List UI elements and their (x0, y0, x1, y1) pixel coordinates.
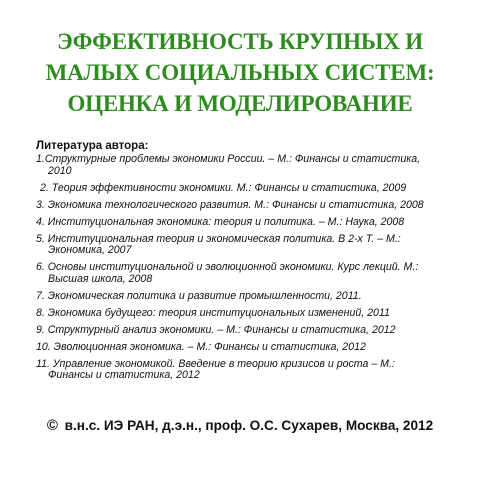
bibliography-item-continuation: Экономика, 2007 (48, 244, 132, 257)
bibliography-item-text: 6. Основы институциональной и эволюционной экономики. Курс лекций. М.: (36, 261, 419, 274)
page-title (0, 26, 480, 119)
bibliography-item (36, 200, 434, 212)
bibliography-item-text: 11. Управление экономикой. Введение в теорию кризисов и роста – М.: (36, 357, 395, 370)
bibliography-heading: Литература автора: (36, 140, 149, 152)
bibliography-item-continuation: Финансы и статистика, 2012 (48, 369, 200, 382)
title-line-3: ОЦЕНКА И МОДЕЛИРОВАНИЕ (67, 91, 413, 116)
bibliography-item (36, 342, 434, 354)
bibliography-item (36, 291, 434, 303)
bibliography-item (36, 325, 434, 337)
bibliography-item (36, 217, 434, 229)
bibliography-item-continuation: Высшая школа, 2008 (48, 272, 153, 285)
bibliography-item-text: 10. Эволюционная экономика. – М.: Финансы и статистика, 2012 (36, 340, 366, 353)
bibliography-item (36, 359, 434, 382)
bibliography-item-text: 1.Структурные проблемы экономики России. – М.: Финансы и статистика, (36, 153, 421, 165)
bibliography-item (36, 154, 434, 177)
copyright-icon: © (46, 417, 58, 434)
title-line-2: МАЛЫХ СОЦИАЛЬНЫХ СИСТЕМ: (45, 60, 435, 85)
bibliography-item-text: 4. Институциональная экономика: теория и политика. – М.: Наука, 2008 (36, 215, 405, 228)
bibliography-item (36, 183, 434, 195)
author-credit: в.н.с. ИЭ РАН, д.э.н., проф. О.С. Сухарев, Москва, 2012 (64, 418, 434, 433)
author-footer (0, 417, 480, 435)
bibliography-item-text: 7. Экономическая политика и развитие промышленности, 2011. (36, 289, 362, 302)
bibliography-item (36, 308, 434, 320)
bibliography-list (36, 154, 434, 387)
bibliography-item-text: 9. Структурный анализ экономики. – М.: Финансы и статистика, 2012 (36, 323, 396, 336)
title-line-1: ЭФФЕКТИВНОСТЬ КРУПНЫХ И (57, 29, 423, 54)
bibliography-item-text: 5. Институциональная теория и экономическая политика. В 2-х Т. – М.: (36, 232, 401, 245)
bibliography-item-text: 2. Теория эффективности экономики. М.: Финансы и статистика, 2009 (40, 181, 407, 194)
bibliography-item (36, 234, 434, 257)
bibliography-item (36, 262, 434, 285)
bibliography-item-text: 3. Экономика технологического развития. М.: Финансы и статистика, 2008 (36, 198, 424, 211)
bibliography-item-continuation: 2010 (48, 164, 72, 177)
bibliography-item-text: 8. Экономика будущего: теория институциональных изменений, 2011 (36, 306, 390, 319)
